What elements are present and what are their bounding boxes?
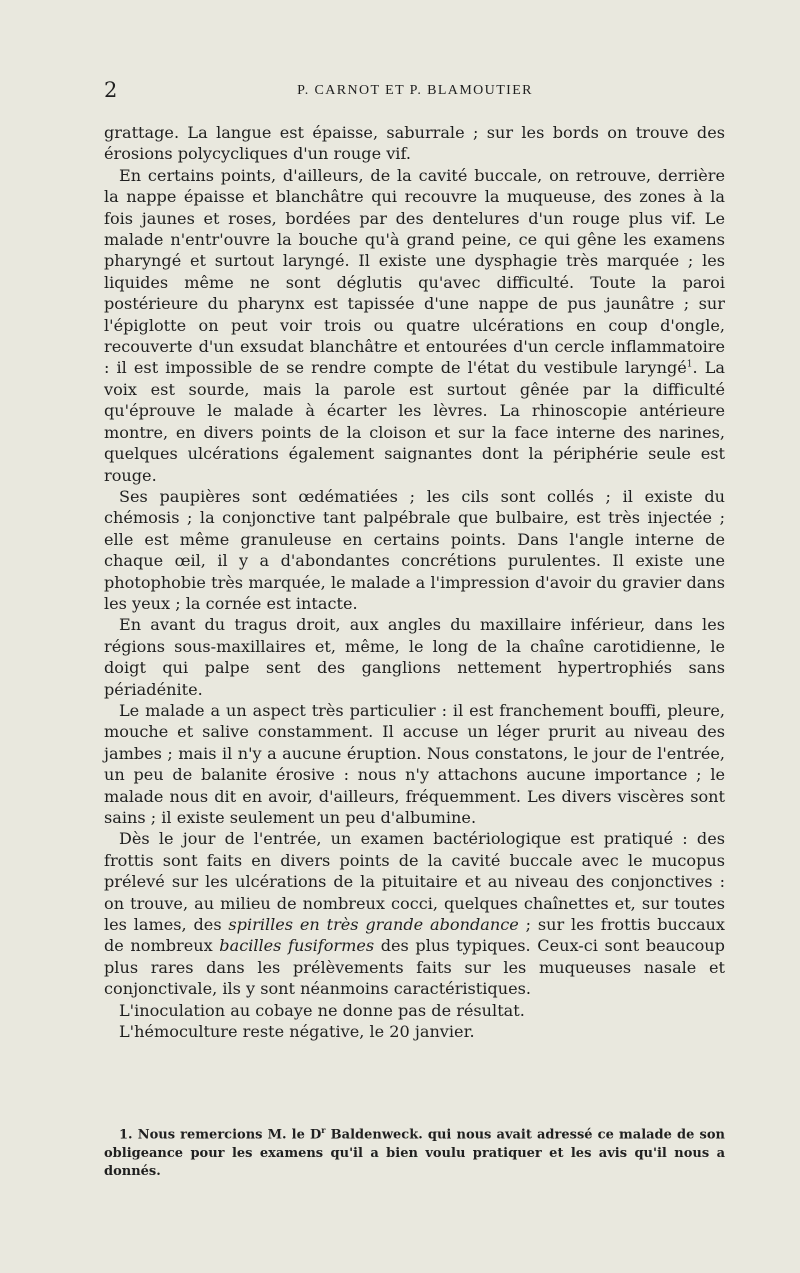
- footnote-text-b: Baldenweck. qui nous avait adressé ce malade de son obligeance pour les examens qu'il a bien voulu pratiquer et les avis qu'il nous a donnés.: [104, 1127, 725, 1180]
- paragraph-6-text-a: Dès le jour de l'entrée, un examen bactériologique est pratiqué : des frottis sont faits en divers points de la cavité buccale avec le mucopus prélevé sur les ulcérations de la pituitaire et au niveau des conjonctives : on trouve, au milieu de nombreux cocci, quelques chaînettes et, sur toutes les lames, des: [104, 829, 725, 935]
- page-number: 2: [104, 78, 118, 102]
- paragraph-3: Ses paupières sont œdématiées ; les cils sont collés ; il existe du chémosis ; la conjonctive tant palpébrale que bulbaire, est très injectée ; elle est même granuleuse en certains points. Dans l'angle interne de chaque œil, il y a d'abondantes concrétions purulentes. Il existe une photophobie très marquée, le malade a l'impression d'avoir du gravier dans les yeux ; la cornée est intacte.: [104, 486, 725, 613]
- footnote: [104, 1121, 725, 1182]
- running-head: P. CARNOT ET P. BLAMOUTIER: [297, 83, 533, 98]
- paragraph-2-text-b: . La voix est sourde, mais la parole est surtout gênée par la difficulté qu'éprouve le malade à écarter les lèvres. La rhinoscopie antérieure montre, en divers points de la cloison et sur la face interne des narines, quelques ulcérations également saignantes dont la périphérie seule est rouge.: [104, 358, 726, 485]
- paragraph-6: [104, 828, 725, 999]
- paragraph-7: L'inoculation au cobaye ne donne pas de résultat.: [119, 1000, 525, 1020]
- paragraph-5: Le malade a un aspect très particulier : il est franchement bouffi, pleure, mouche et salive constamment. Il accuse un léger prurit au niveau des jambes ; mais il n'y a aucune éruption. Nous constatons, le jour de l'entrée, un peu de balanite érosive : nous n'y attachons aucune importance ; le malade nous dit en avoir, d'ailleurs, fréquemment. Les divers viscères sont sains ; il existe seulement un peu d'albumine.: [104, 700, 725, 827]
- paragraph-8: L'hémoculture reste négative, le 20 janvier.: [119, 1022, 475, 1042]
- italic-spirilles: spirilles en très grande abondance: [228, 915, 519, 935]
- footnote-number: 1: [119, 1127, 129, 1143]
- paragraph-1: grattage. La langue est épaisse, saburrale ; sur les bords on trouve des érosions polycycliques d'un rouge vif.: [104, 123, 725, 164]
- paragraph-4: En avant du tragus droit, aux angles du maxillaire inférieur, dans les régions sous-maxillaires et, même, le long de la chaîne carotidienne, le doigt qui palpe sent des ganglions nettement hypertrophiés sans périadénite.: [104, 615, 725, 699]
- footnote-text-a: . Nous remercions M. le D: [128, 1127, 322, 1143]
- footnote-sup: r: [321, 1125, 326, 1135]
- paragraph-2-text-a: En certains points, d'ailleurs, de la cavité buccale, on retrouve, derrière la nappe épaisse et blanchâtre qui recouvre la muqueuse, des zones à la fois jaunes et roses, bordées par des dentelures d'un rouge plus vif. Le malade n'entr'ouvre la bouche qu'à grand peine, ce qui gêne les examens pharyngé et surtout laryngé. Il existe une dysphagie très marquée ; les liquides même ne sont déglutis qu'avec difficulté. Toute la paroi postérieure du pharynx est tapissée d'une nappe de pus jaunâtre ; sur l'épiglotte on peut voir trois ou quatre ulcérations en coup d'ongle, recouverte d'un exsudat blanchâtre et entourées d'un cercle inflammatoire : il est impossible de se rendre compte de l'état du vestibule laryngé: [104, 165, 725, 378]
- italic-bacilles: bacilles fusiformes: [219, 936, 375, 956]
- body-text: [104, 122, 725, 1042]
- paragraph-2: [104, 165, 725, 486]
- footnote-ref[interactable]: 1: [686, 360, 693, 371]
- paragraph-6-text-b: ; sur les frottis buccaux de nombreux: [104, 915, 725, 956]
- paragraph-6-text-c: des plus typiques. Ceux-ci sont beaucoup plus rares dans les prélèvements faits sur les muqueuses nasale et conjonctivale, ils y sont néanmoins caractéristiques.: [104, 936, 725, 999]
- page-header: [104, 78, 726, 102]
